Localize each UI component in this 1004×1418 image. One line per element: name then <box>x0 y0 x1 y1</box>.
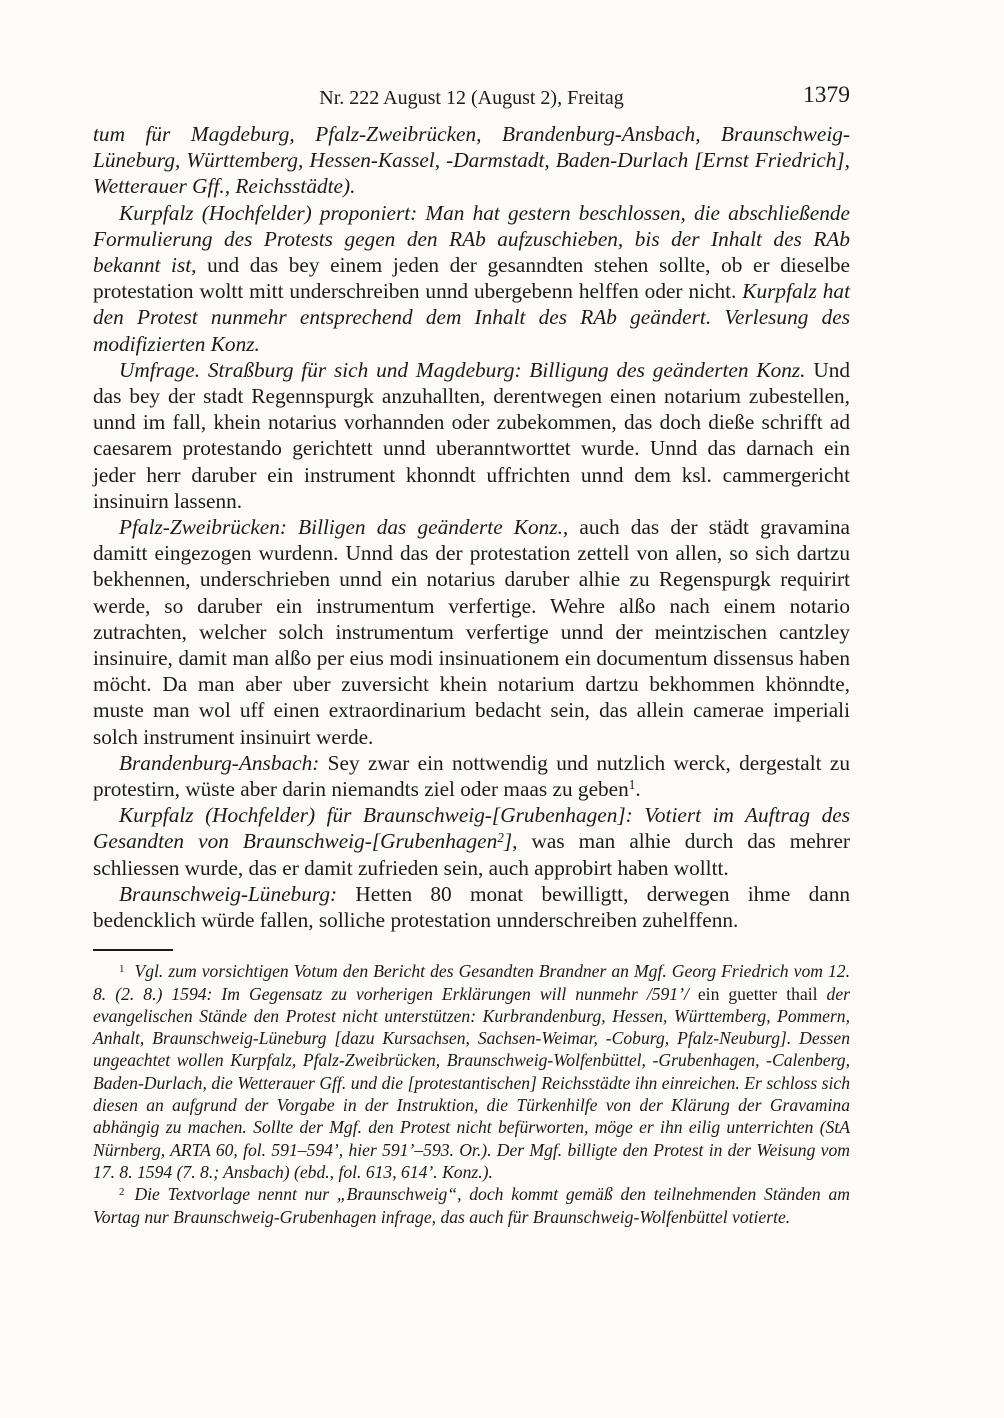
text-segment: Sey zwar ein nottwendig und nutzlich werck, dergestalt zu protestirn, wüste aber darin niemandts ziel oder maas zu geben <box>93 750 850 802</box>
paragraph-braunschweig-lueneburg <box>93 881 850 933</box>
footnote-list <box>93 960 850 1228</box>
running-header <box>93 84 850 112</box>
text-segment: . <box>635 777 641 802</box>
running-title: Nr. 222 August 12 (August 2), Freitag <box>319 87 624 109</box>
text-segment: Die Textvorlage nennt nur „Braunschweig“, doch kommt gemäß den teilnehmenden Ständen am Vortag nur Braunschweig-Grubenhagen infrage, das auch für Braunschweig-Wolfenbüttel votierte. <box>93 1184 850 1227</box>
paragraph-kurpfalz-proponiert <box>93 200 850 357</box>
paragraph-brandenburg-ansbach <box>93 750 850 802</box>
footnote-ref: 1 <box>628 777 636 793</box>
text-segment: und das bey einem jeden der gesanndten stehen sollte, ob er dieselbe protestation woltt mitt underschreiben unnd ubergebenn helffen oder nicht. <box>93 253 850 304</box>
text-segment: der evangelischen Stände den Protest nicht unterstützen: Kurbrandenburg, Hessen, Württemberg, Pommern, Anhalt, Braunschweig-Lüneburg [dazu Kursachsen, Sachsen-Weimar, -Coburg, Pfalz-Neuburg]. Dessen ungeachtet wollen Kurpfalz, Pfalz-Zweibrücken, Braunschweig-Wolfenbüttel, -Grubenhagen, -Calenberg, Baden-Durlach, die Wetterauer Gff. und die [protestantischen] Reichsstädte ihn einreichen. Er schloss sich diesen an aufgrund der Vorgabe in der Instruktion, die Türkenhilfe von der Klärung der Gravamina abhängig zu machen. Sollte der Mgf. den Protest nicht befürworten, möge er ihn eilig unterrichten (StA Nürnberg, ARTA 60, fol. 591–594’, hier 591’–593. Or.). Der Mgf. billigte den Protest in der Weisung vom 17. 8. 1594 (7. 8.; Ansbach) (ebd., fol. 613, 614’. Konz.). <box>93 983 850 1182</box>
text-segment: Und das bey der stadt Regennspurgk anzuhallten, derentwegen einen notarium zubestellen, unnd im fall, khein notarius vorhannden oder zubekommen, das doch dieße schrifft ad caesarem protestando gerichtett unnd uberanntworttet wurde. Unnd das darnach ein jeder herr daruber ein instrument khonndt uffrichten unnd dem ksl. cammergericht insinuirn lassenn. <box>93 357 850 513</box>
text-segment: Kurpfalz (Hochfelder) proponiert: Man hat gestern beschlossen, die abschließende Formulierung des Protests gegen den RAb aufzuschieben, bis der Inhalt des RAb bekannt ist, <box>93 200 850 278</box>
text-segment: Pfalz-Zweibrücken: Billigen das geänderte Konz., <box>119 515 569 540</box>
footnote-item <box>93 1183 850 1228</box>
paragraph-continuation <box>93 121 850 200</box>
page-content <box>93 84 850 1228</box>
footnote-marker: 1 <box>119 962 125 975</box>
body-text <box>93 121 850 933</box>
footnote-item <box>93 960 850 1183</box>
paragraph-kurpfalz-braunschweig <box>93 802 850 881</box>
paragraph-pfalz-zweibruecken <box>93 514 850 750</box>
text-segment: auch das der städt gravamina damitt eingezogen wurdenn. Unnd das der protestation zettell von allen, so sich dartzu bekhennen, underschrieben unnd ein notarius daruber alhie zu Regenspurgk requirirt werde, so daruber ein instrumentum verfertige. Wehre alßo nach einem notario zutrachten, welcher solch instrumentum verfertige unnd der meintzischen cantzley insinuire, damit man alßo per eius modi insinuationem ein documentum dissensus haben möcht. Da man aber uber zuversicht khein notarium dartzu bekhommen khönndte, muste man wol uff einen extraordinarium bedacht sein, das allein camerae imperiali solch instrument insinuirt werde. <box>93 515 850 749</box>
text-segment: ], <box>503 829 518 854</box>
text-segment: Umfrage. Straßburg für sich und Magdeburg: Billigung des geänderten Konz. <box>119 357 806 382</box>
text-segment: Kurpfalz hat den Protest nunmehr entsprechend dem Inhalt des RAb geändert. Verlesung des modifizierten Konz. <box>93 279 850 356</box>
paragraph-umfrage <box>93 357 850 514</box>
text-segment: Kurpfalz (Hochfelder) für Braunschweig-[Grubenhagen]: Votiert im Auftrag des Gesandten von Braunschweig-[Grubenhagen <box>93 803 850 854</box>
footnote-marker: 2 <box>119 1185 125 1198</box>
page-number: 1379 <box>803 82 850 108</box>
footnotes-section <box>93 949 850 1228</box>
text-segment: Brandenburg-Ansbach: <box>119 750 320 775</box>
text-segment: Braunschweig-Lüneburg: <box>119 881 338 906</box>
text-segment: Hetten 80 monat bewilligtt, derwegen ihme dann bedencklich würde fallen, solliche protestation unnderschreiben zuhelffenn. <box>93 881 850 933</box>
text-segment: was man alhie durch das mehrer schliessen wurde, das er damit zufrieden sein, auch approbirt haben wolltt. <box>93 829 851 880</box>
text-segment: Vgl. zum vorsichtigen Votum den Bericht des Gesandten Brandner an Mgf. Georg Friedrich vom 12. 8. (2. 8.) 1594: Im Gegensatz zu vorherigen Erklärungen will nunmehr /591’/ <box>93 961 850 1004</box>
text-segment: tum für Magdeburg, Pfalz-Zweibrücken, Brandenburg-Ansbach, Braunschweig-Lüneburg, Württemberg, Hessen-Kassel, -Darmstadt, Baden-Durlach [Ernst Friedrich], Wetterauer Gff., Reichsstädte). <box>93 122 850 199</box>
footnote-ref: 2 <box>497 829 504 845</box>
text-segment: ein guetter thail <box>697 983 827 1004</box>
footnote-separator <box>93 949 173 951</box>
